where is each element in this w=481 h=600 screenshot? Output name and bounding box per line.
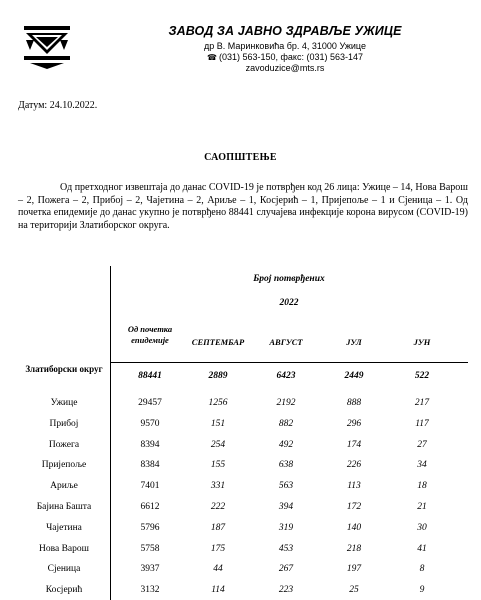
row-value: 217 (414, 398, 430, 408)
row-value: 114 (211, 585, 225, 596)
row-value: 174 (346, 439, 362, 450)
row-value: 882 (278, 418, 294, 429)
row-value: 226 (346, 460, 362, 471)
row-value: 197 (346, 564, 362, 575)
row-value: 2449 (344, 371, 364, 381)
row-value: 113 (347, 481, 361, 492)
column-header-june: ЈУН (413, 337, 431, 347)
row-value: 29457 (138, 398, 162, 408)
row-value: 155 (210, 460, 226, 471)
row-value: 9 (419, 585, 425, 596)
column-header-august: АВГУСТ (269, 337, 303, 347)
organization-phone (120, 52, 450, 63)
row-value: 319 (278, 522, 294, 533)
row-value: 34 (417, 460, 427, 471)
document-title: САОПШТЕЊЕ (204, 152, 277, 163)
table-row (18, 460, 468, 482)
table-row (18, 398, 468, 420)
row-value: 140 (346, 522, 362, 533)
column-header-since-start: Од почетка епидемије (127, 324, 173, 345)
row-value: 8 (419, 564, 425, 575)
row-value: 888 (346, 398, 362, 408)
row-value: 6612 (140, 502, 160, 512)
table-row (18, 523, 468, 545)
table-row (18, 502, 468, 524)
row-value: 394 (278, 502, 294, 512)
row-value: 296 (346, 418, 362, 429)
row-value: 3937 (140, 564, 160, 575)
row-value: 88441 (138, 371, 162, 381)
row-name: Сјеница (47, 564, 81, 575)
table-group-title: Број потврђених (253, 274, 325, 284)
letterhead (120, 24, 450, 74)
row-value: 638 (278, 460, 294, 471)
row-name: Ариље (50, 481, 78, 492)
table-year: 2022 (279, 298, 299, 308)
announcement-paragraph: Од претходног извештаја до данас COVID-19 је потврђен код 26 лица: Ужице – 14, Нова Варош – 2, Пожега – 2, Прибој – 2, Чајетина – 2, Ариље – 1, Косјерић – 1, Пријепоље – 1 и Сјеница – 1. Од почетка епидемије до данас укупно је потврђено 88441 случајева инфекције корона вирусом (COVID-19) на територији Златиборског округа. (18, 182, 468, 231)
row-value: 18 (417, 481, 427, 492)
row-value: 25 (349, 585, 359, 596)
row-name: Златиборски округ (25, 364, 103, 374)
row-name: Пријепоље (41, 460, 87, 471)
row-value: 453 (278, 543, 294, 554)
row-value: 522 (414, 371, 430, 381)
row-name: Нова Варош (39, 543, 89, 554)
row-value: 222 (210, 502, 226, 512)
table-row (18, 440, 468, 462)
row-value: 187 (210, 522, 226, 533)
row-value: 172 (346, 502, 362, 512)
row-value: 30 (417, 522, 427, 533)
row-value: 44 (213, 564, 223, 575)
table-header-divider (110, 362, 468, 363)
table-row (18, 419, 468, 441)
row-name: Косјерић (45, 585, 83, 596)
table-row (18, 544, 468, 566)
row-value: 563 (278, 481, 294, 492)
row-value: 223 (278, 585, 294, 596)
table-row (18, 585, 468, 600)
row-name: Чајетина (46, 522, 82, 533)
row-value: 3132 (140, 585, 160, 596)
table-row-total (18, 364, 468, 386)
row-value: 492 (278, 439, 294, 450)
row-value: 267 (278, 564, 294, 575)
organization-email: zavoduzice@mts.rs (245, 63, 325, 73)
row-name: Прибој (49, 418, 79, 429)
table-row (18, 564, 468, 586)
row-value: 2192 (276, 398, 296, 408)
phone-icon: ☎ (207, 53, 217, 62)
row-value: 1256 (208, 398, 228, 408)
organization-name: ЗАВОД ЗА ЈАВНО ЗДРАВЉЕ УЖИЦЕ (168, 24, 402, 38)
row-value: 41 (417, 543, 427, 554)
phone-text: (031) 563-150, факс: (031) 563-147 (218, 52, 363, 62)
row-value: 7401 (140, 481, 160, 492)
row-value: 21 (417, 502, 427, 512)
row-value: 27 (417, 439, 427, 450)
row-value: 2889 (208, 371, 228, 381)
row-value: 331 (210, 481, 226, 492)
row-name: Ужице (50, 398, 78, 408)
row-value: 175 (210, 543, 226, 554)
row-value: 218 (346, 543, 362, 554)
row-value: 9570 (140, 418, 160, 429)
row-value: 117 (415, 418, 429, 429)
row-name: Бајина Башта (36, 502, 92, 512)
table-row (18, 481, 468, 503)
row-value: 5758 (140, 543, 160, 554)
row-value: 151 (210, 418, 226, 429)
row-value: 254 (210, 439, 226, 450)
column-header-july: ЈУЛ (346, 337, 362, 347)
organization-address: др В. Маринковића бр. 4, 31000 Ужице (204, 41, 366, 51)
document-date: Датум: 24.10.2022. (18, 100, 98, 111)
institute-logo-icon (22, 20, 72, 70)
row-name: Пожега (48, 439, 80, 450)
row-value: 5796 (140, 522, 160, 533)
row-value: 8384 (140, 460, 160, 471)
column-header-september: СЕПТЕМБАР (191, 337, 245, 347)
row-value: 6423 (276, 371, 296, 381)
row-value: 8394 (140, 439, 160, 450)
